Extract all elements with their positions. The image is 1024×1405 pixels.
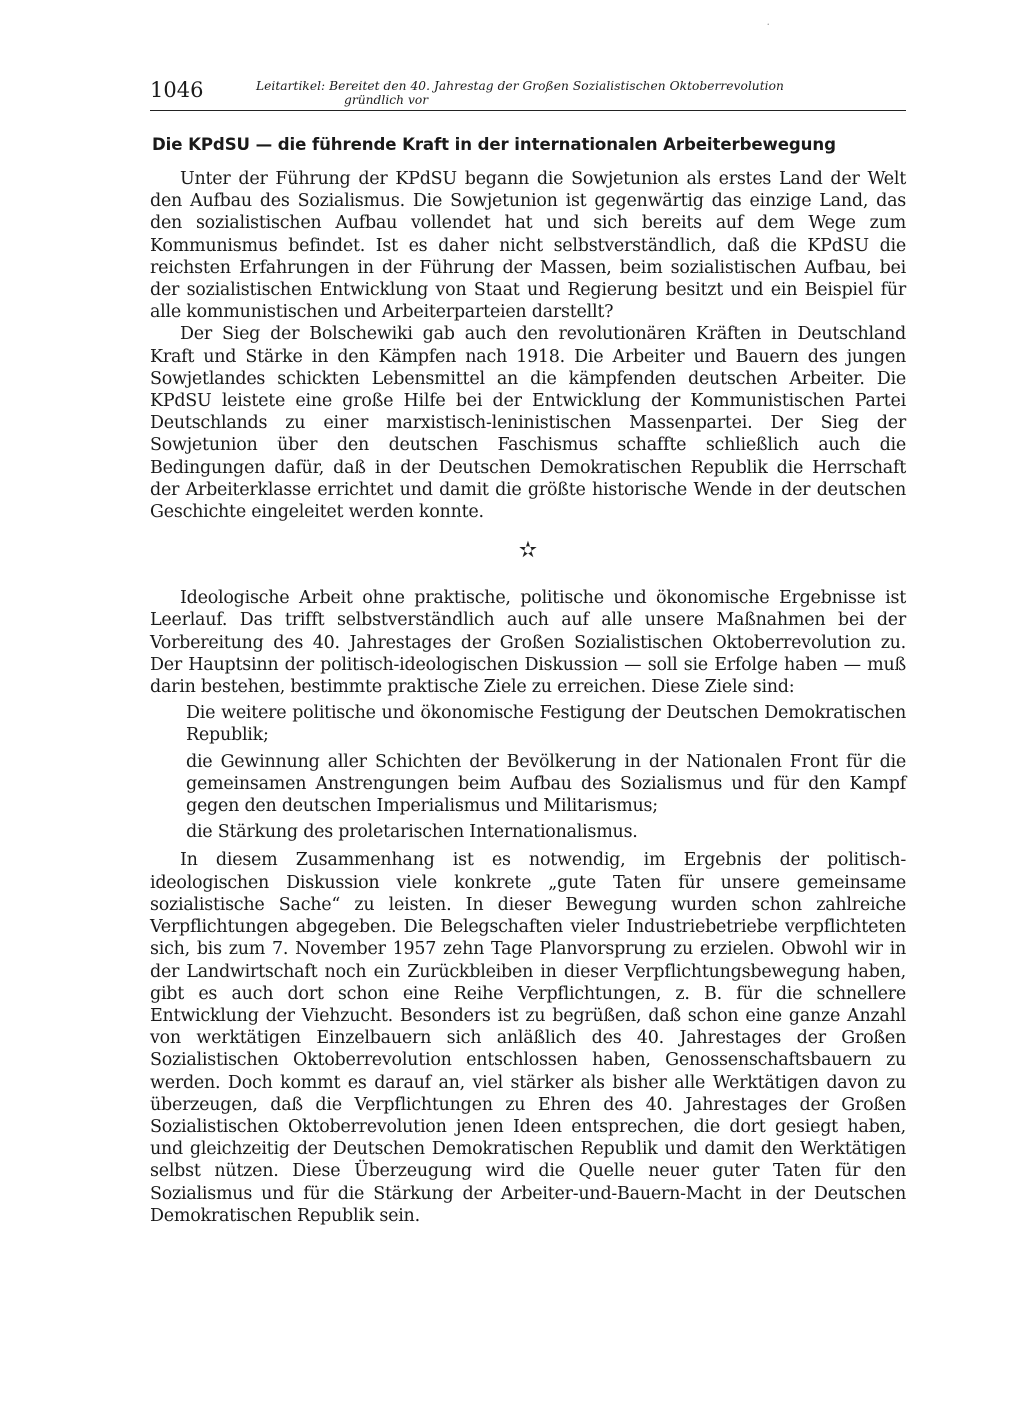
paper-speck: · (766, 18, 770, 31)
section-separator-star-icon: ✫ (518, 538, 538, 564)
running-title (256, 79, 906, 107)
goal-item: Die weitere politische und ökonomische Festigung der Deutschen Demokratischen Republik; (186, 703, 906, 746)
document-page (150, 76, 906, 1227)
paragraph: Der Sieg der Bolschewiki gab auch den revolutionären Kräften in Deutschland Kraft und Stärke in den Kämpfen nach 1918. Die Arbeiter und Bauern des jungen Sowjetlandes schickten Lebensmittel an die kämpfenden deutschen Arbeiter. Die KPdSU leistete eine große Hilfe bei der Entwicklung der Kommunistischen Partei Deutschlands zu einer marxistisch-leninistischen Massenpartei. Der Sieg der Sowjetunion über den deutschen Faschismus schaffte schließlich auch die Bedingungen dafür, daß in der Deutschen Demokratischen Republik die Herrschaft der Arbeiterklasse errichtet und damit die größte historische Wende in der deutschen Geschichte eingeleitet werden konnte. (150, 324, 906, 523)
paragraph-intro: Ideologische Arbeit ohne praktische, politische und ökonomische Ergebnisse ist Leerlauf. Das trifft selbstverständlich auch auf alle unsere Maßnahmen bei der Vorbereitung des 40. Jahrestages der Großen Sozialistischen Oktoberrevolution zu. Der Hauptsinn der politisch-ideologischen Diskussion — soll sie Erfolge haben — muß darin bestehen, bestimmte praktische Ziele zu erreichen. Diese Ziele sind: (150, 588, 906, 698)
paragraph: Unter der Führung der KPdSU begann die Sowjetunion als erstes Land der Welt den Aufbau des Sozialismus. Die Sowjetunion ist gegenwärtig das einzige Land, das den sozialistischen Aufbau vollendet hat und sich bereits auf dem Wege zum Kommunismus befindet. Ist es daher nicht selbstverständlich, daß die KPdSU die reichsten Erfahrungen in der Führung der Massen, beim sozialistischen Aufbau, bei der sozialistischen Entwicklung von Staat und Regierung besitzt und ein Beispiel für alle kommunistischen und Arbeiterparteien darstellt? (150, 169, 906, 323)
goal-item: die Gewinnung aller Schichten der Bevölkerung in der Nationalen Front für die gemeinsamen Anstrengungen beim Aufbau des Sozialismus und für den Kampf gegen den deutschen Imperialismus und Militarismus; (186, 751, 906, 817)
goal-item: die Stärkung des proletarischen Internationalismus. (186, 822, 638, 843)
page-header (150, 76, 906, 111)
running-title-line-1: Leitartikel: Bereitet den 40. Jahrestag der Großen Sozialistischen Oktoberrevolution (256, 79, 784, 93)
section-heading: Die KPdSU — die führende Kraft in der internationalen Arbeiterbewegung (152, 135, 836, 154)
running-title-line-2: gründlich vor (344, 93, 429, 107)
page-number: 1046 (150, 78, 204, 102)
paragraph-closing: In diesem Zusammenhang ist es notwendig, im Ergebnis der politisch-ideologischen Diskussion viele konkrete „gute Taten für unsere gemeinsame sozialistische Sache“ zu leisten. In dieser Bewegung wurden schon zahlreiche Verpflichtungen abgegeben. Die Belegschaften vieler Industriebetriebe verpflichteten sich, bis zum 7. November 1957 zehn Tage Planvorsprung zu erzielen. Obwohl wir in der Landwirtschaft noch ein Zurückbleiben in dieser Verpflichtungsbewegung haben, gibt es auch dort schon eine Reihe Verpflichtungen, z. B. für die schnellere Entwicklung der Viehzucht. Besonders ist zu begrüßen, daß schon eine ganze Anzahl von werktätigen Einzelbauern sich anläßlich des 40. Jahrestages der Großen Sozialistischen Oktoberrevolution entschlossen haben, Genossenschaftsbauern zu werden. Doch kommt es darauf an, viel stärker als bisher alle Werktätigen davon zu überzeugen, daß die Verpflichtungen zu Ehren des 40. Jahrestages der Großen Sozialistischen Oktoberrevolution jenen Ideen entsprechen, die dort gesiegt haben, und gleichzeitig der Deutschen Demokratischen Republik und damit den Werktätigen selbst nützen. Diese Überzeugung wird die Quelle neuer guter Taten für den Sozialismus und für die Stärkung der Arbeiter-und-Bauern-Macht in der Deutschen Demokratischen Republik sein. (150, 850, 906, 1226)
